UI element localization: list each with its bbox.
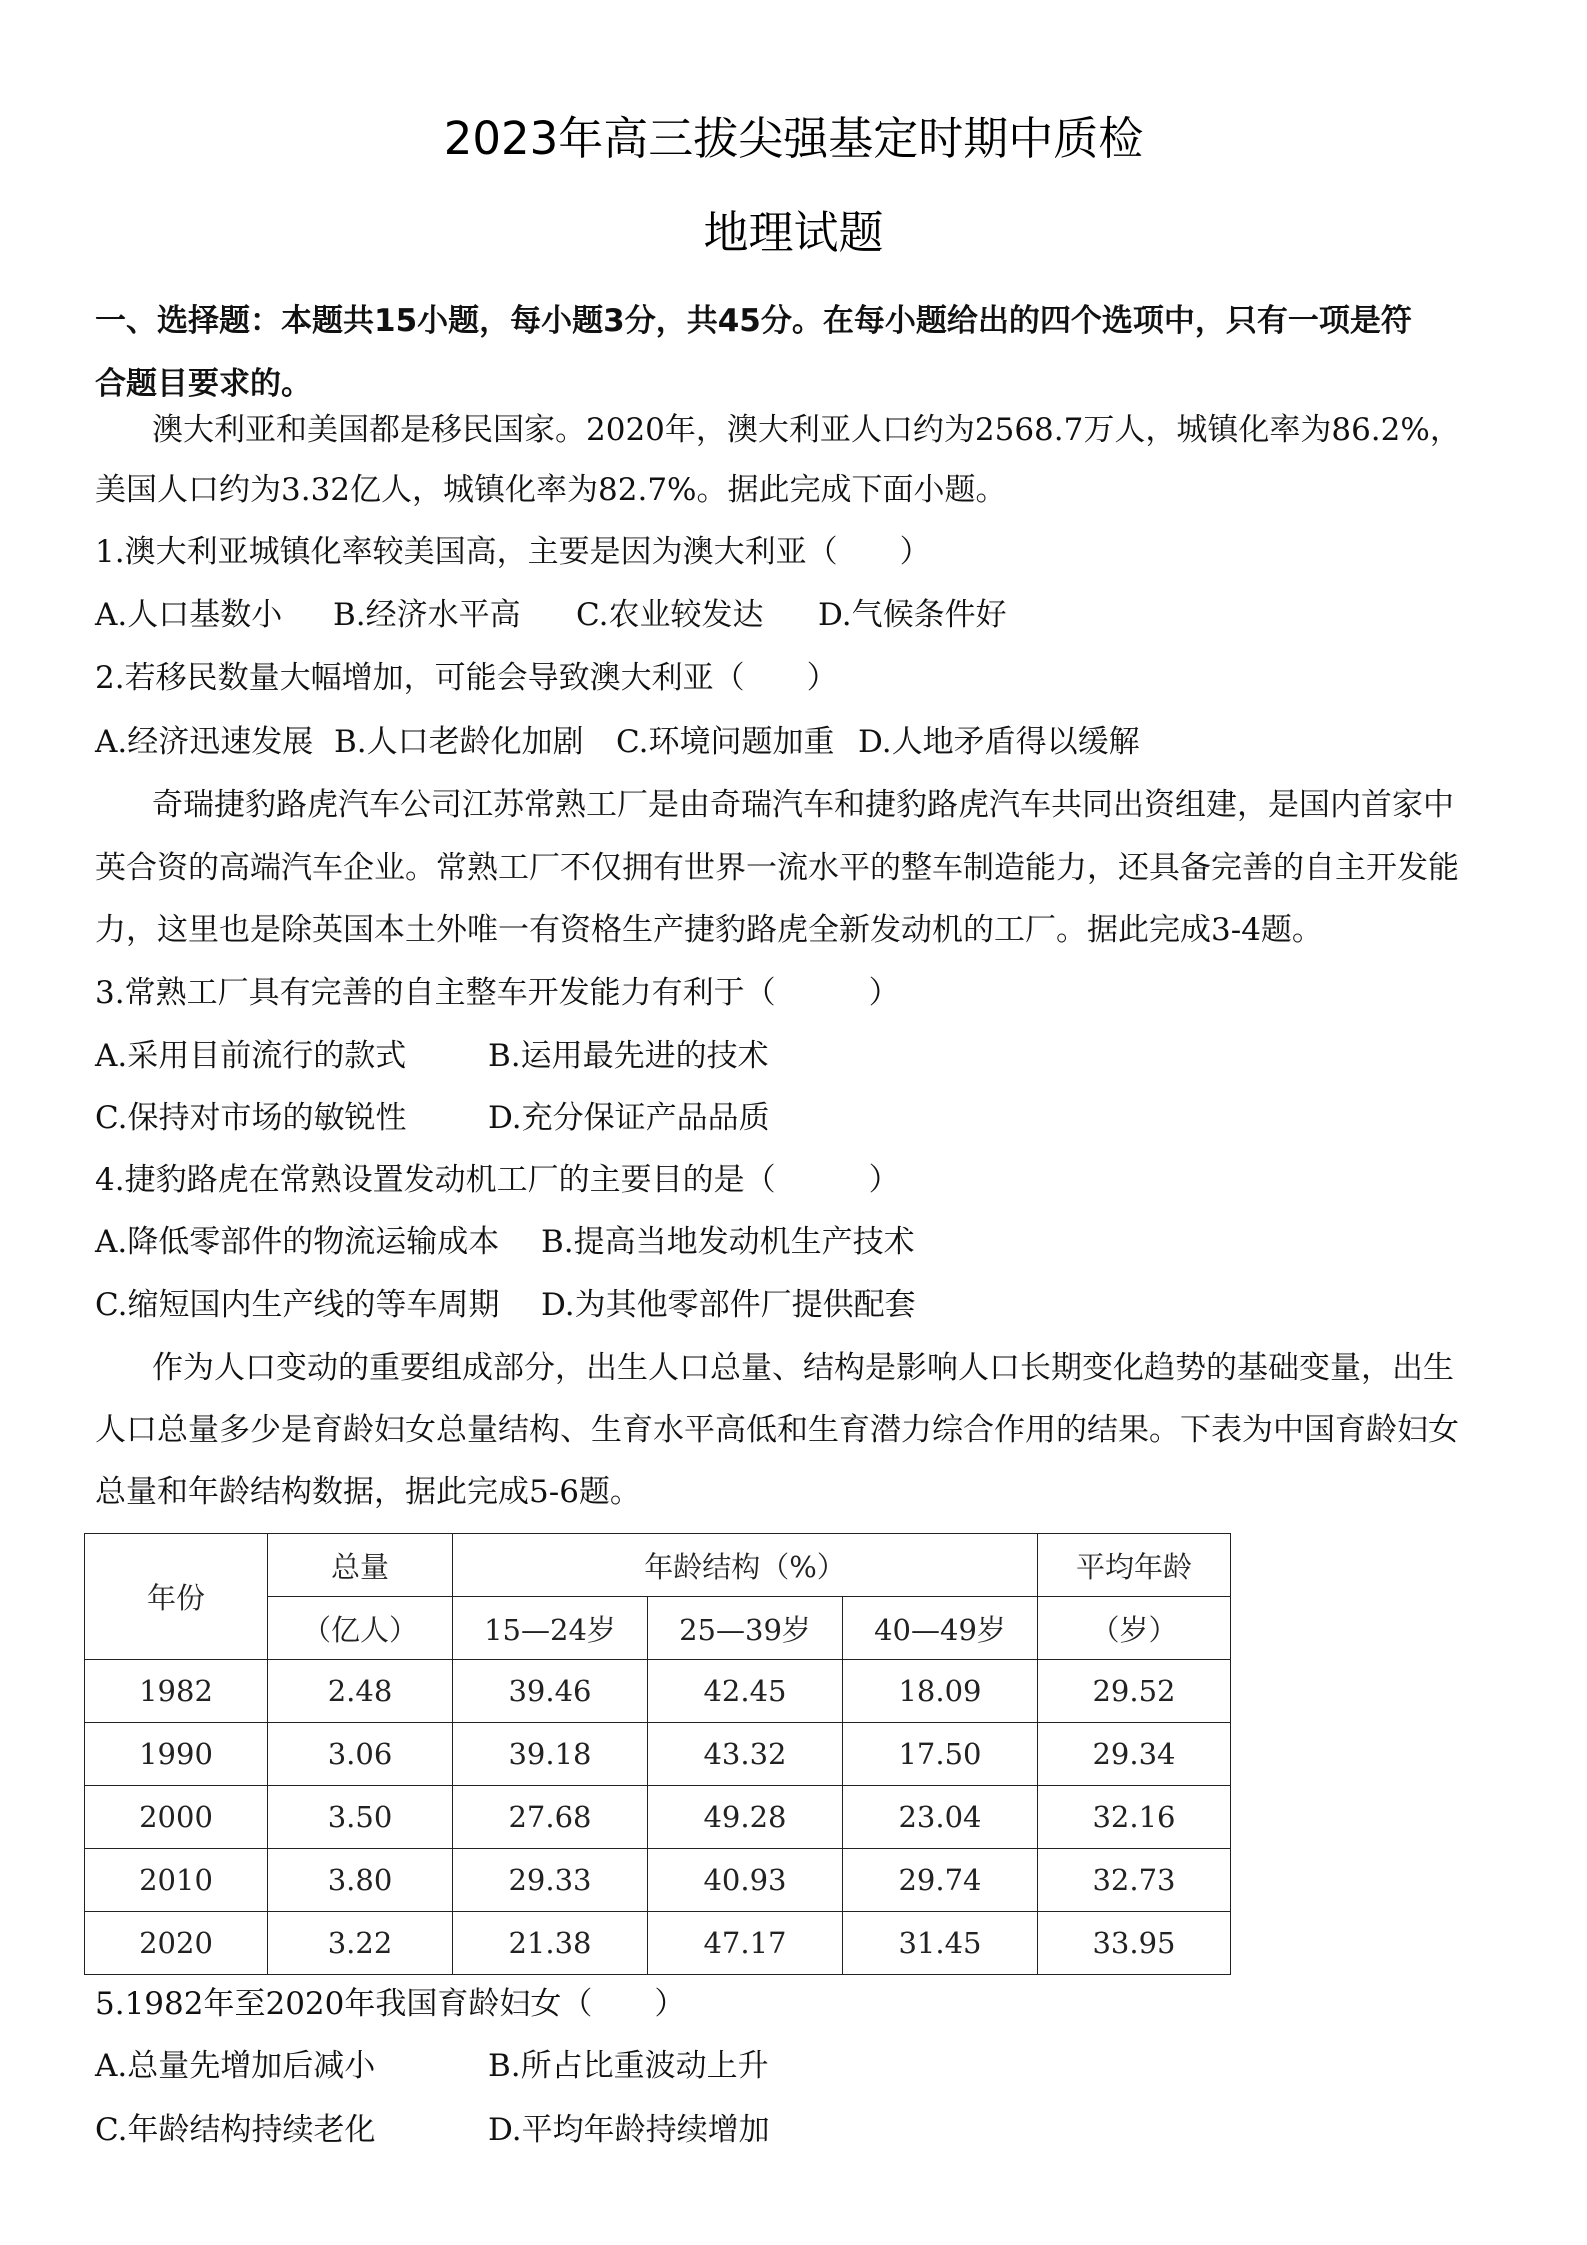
question-1-option-a: A.人口基数小: [95, 597, 283, 633]
data-table: [84, 1533, 1231, 1975]
cell-age-15-24: 39.18: [453, 1723, 648, 1786]
question-3-option-b: B.运用最先进的技术: [488, 1038, 769, 1074]
cell-age-40-49: 18.09: [843, 1660, 1038, 1723]
question-4-stem: 4.捷豹路虎在常熟设置发动机工厂的主要目的是（ ）: [95, 1162, 900, 1198]
cell-age-25-39: 40.93: [648, 1849, 843, 1912]
question-2-option-a: A.经济迅速发展: [95, 724, 314, 760]
section-heading-line2: 合题目要求的。: [95, 366, 312, 402]
cell-age-15-24: 21.38: [453, 1912, 648, 1975]
section-heading-line1: 一、选择题：本题共15小题，每小题3分，共45分。在每小题给出的四个选项中，只有一项是符: [95, 303, 1412, 339]
header-total-unit: （亿人）: [268, 1597, 453, 1660]
cell-average-age: 33.95: [1038, 1912, 1231, 1975]
header-age-structure: 年龄结构（%）: [453, 1534, 1038, 1597]
cell-total: 3.22: [268, 1912, 453, 1975]
page-title: 2023年高三拔尖强基定时期中质检: [443, 112, 1144, 165]
question-2-stem: 2.若移民数量大幅增加，可能会导致澳大利亚（ ）: [95, 660, 838, 696]
question-3-option-d: D.充分保证产品品质: [488, 1100, 770, 1136]
passage2-line3: 力，这里也是除英国本土外唯一有资格生产捷豹路虎全新发动机的工厂。据此完成3-4题。: [95, 912, 1323, 948]
question-4-option-a: A.降低零部件的物流运输成本: [95, 1224, 500, 1260]
question-5-option-d: D.平均年龄持续增加: [488, 2112, 770, 2148]
cell-average-age: 29.52: [1038, 1660, 1231, 1723]
question-5-option-a: A.总量先增加后减小: [95, 2048, 376, 2084]
cell-age-40-49: 17.50: [843, 1723, 1038, 1786]
question-5-option-b: B.所占比重波动上升: [488, 2048, 769, 2084]
header-average-age-unit: （岁）: [1038, 1597, 1231, 1660]
passage3-line1: 作为人口变动的重要组成部分，出生人口总量、结构是影响人口长期变化趋势的基础变量，出生: [152, 1350, 1454, 1386]
cell-age-25-39: 43.32: [648, 1723, 843, 1786]
passage1-line1: 澳大利亚和美国都是移民国家。2020年，澳大利亚人口约为2568.7万人，城镇化率为86.2%，: [152, 412, 1461, 448]
page-subtitle: 地理试题: [703, 206, 884, 259]
question-1-option-c: C.农业较发达: [576, 597, 764, 633]
question-2-option-b: B.人口老龄化加剧: [334, 724, 584, 760]
cell-age-25-39: 49.28: [648, 1786, 843, 1849]
header-average-age: 平均年龄: [1038, 1534, 1231, 1597]
cell-total: 2.48: [268, 1660, 453, 1723]
question-1-stem: 1.澳大利亚城镇化率较美国高，主要是因为澳大利亚（ ）: [95, 534, 931, 570]
passage3-line3: 总量和年龄结构数据，据此完成5-6题。: [95, 1474, 641, 1510]
cell-average-age: 32.73: [1038, 1849, 1231, 1912]
cell-age-40-49: 23.04: [843, 1786, 1038, 1849]
passage1-line2: 美国人口约为3.32亿人，城镇化率为82.7%。据此完成下面小题。: [95, 472, 1007, 508]
question-1-option-b: B.经济水平高: [333, 597, 521, 633]
header-total: 总量: [268, 1534, 453, 1597]
cell-age-15-24: 27.68: [453, 1786, 648, 1849]
passage2-line1: 奇瑞捷豹路虎汽车公司江苏常熟工厂是由奇瑞汽车和捷豹路虎汽车共同出资组建，是国内首家中: [152, 787, 1454, 823]
cell-average-age: 32.16: [1038, 1786, 1231, 1849]
question-5-option-c: C.年龄结构持续老化: [95, 2112, 376, 2148]
cell-total: 3.50: [268, 1786, 453, 1849]
passage2-line2: 英合资的高端汽车企业。常熟工厂不仅拥有世界一流水平的整车制造能力，还具备完善的自主开发能: [95, 850, 1459, 886]
question-3-stem: 3.常熟工厂具有完善的自主整车开发能力有利于（ ）: [95, 975, 900, 1011]
table-row: [85, 1849, 1231, 1912]
cell-year: 2020: [85, 1912, 268, 1975]
table-row: [85, 1660, 1231, 1723]
cell-age-25-39: 42.45: [648, 1660, 843, 1723]
question-3-option-a: A.采用目前流行的款式: [95, 1038, 407, 1074]
question-2-option-c: C.环境问题加重: [616, 724, 835, 760]
question-4-option-d: D.为其他零部件厂提供配套: [541, 1287, 916, 1323]
cell-year: 1990: [85, 1723, 268, 1786]
cell-age-40-49: 31.45: [843, 1912, 1038, 1975]
cell-year: 2010: [85, 1849, 268, 1912]
cell-year: 1982: [85, 1660, 268, 1723]
header-year: 年份: [85, 1534, 268, 1660]
table-row: [85, 1786, 1231, 1849]
header-age-15-24: 15—24岁: [453, 1597, 648, 1660]
question-3-option-c: C.保持对市场的敏锐性: [95, 1100, 407, 1136]
cell-year: 2000: [85, 1786, 268, 1849]
passage3-line2: 人口总量多少是育龄妇女总量结构、生育水平高低和生育潜力综合作用的结果。下表为中国育龄妇女: [95, 1412, 1459, 1448]
cell-age-40-49: 29.74: [843, 1849, 1038, 1912]
cell-total: 3.06: [268, 1723, 453, 1786]
table-row: [85, 1912, 1231, 1975]
question-2-option-d: D.人地矛盾得以缓解: [858, 724, 1140, 760]
table-row: [85, 1723, 1231, 1786]
question-5-stem: 5.1982年至2020年我国育龄妇女（ ）: [95, 1986, 686, 2022]
question-4-option-c: C.缩短国内生产线的等车周期: [95, 1287, 500, 1323]
header-age-40-49: 40—49岁: [843, 1597, 1038, 1660]
cell-age-25-39: 47.17: [648, 1912, 843, 1975]
cell-age-15-24: 39.46: [453, 1660, 648, 1723]
cell-age-15-24: 29.33: [453, 1849, 648, 1912]
cell-total: 3.80: [268, 1849, 453, 1912]
cell-average-age: 29.34: [1038, 1723, 1231, 1786]
question-4-option-b: B.提高当地发动机生产技术: [541, 1224, 915, 1260]
header-age-25-39: 25—39岁: [648, 1597, 843, 1660]
question-1-option-d: D.气候条件好: [818, 597, 1007, 633]
